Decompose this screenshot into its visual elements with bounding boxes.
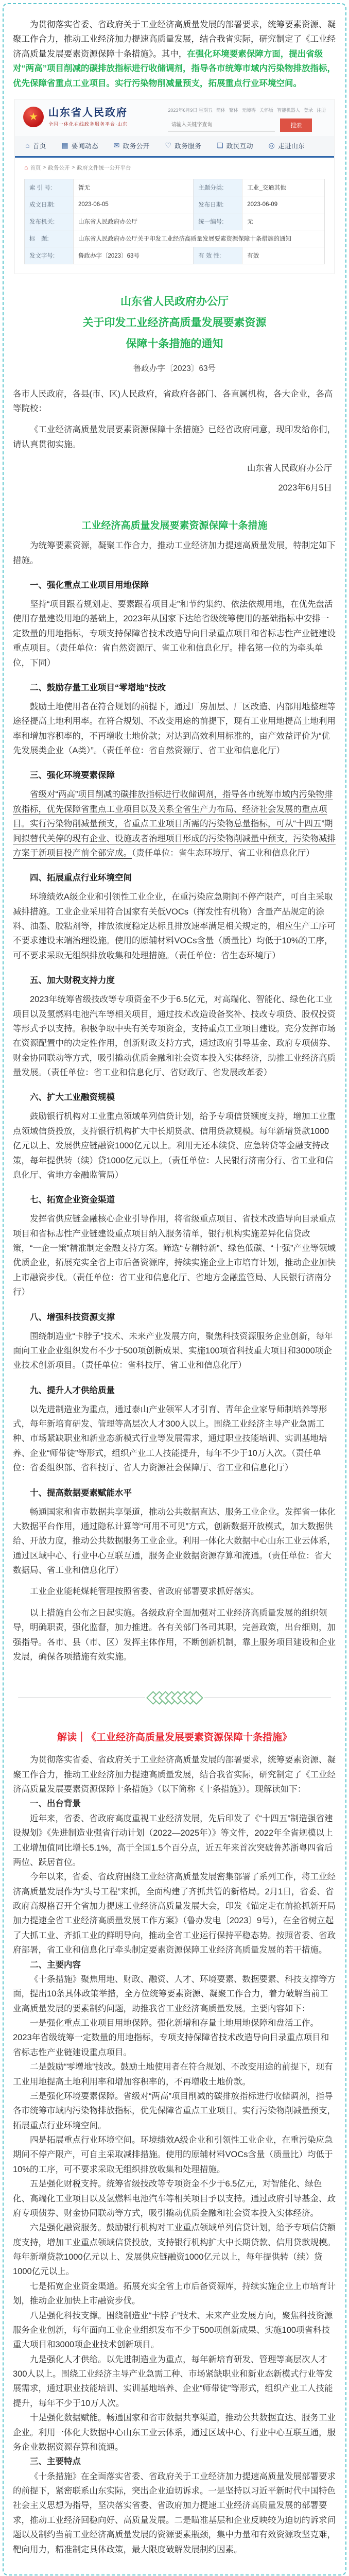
section-divider: [18, 1693, 331, 1703]
site-brand[interactable]: [23, 107, 128, 127]
section-body-9: 以先进制造业为重点，通过泰山产业领军人才引育、青年企业家导师制培养等形式，每年新培育研发、管理等高层次人才300人以上。围绕工业经济主导产业急需工种、市场紧缺职业和新业态新模式行业等发展需求，通过职业技能培训、实训基地培养、企业“师带徒”等形式，组织产业工人技能提升，每年不少于10万人次。（责任单位：省委组织部、省科技厅、省人力资源社会保障厅、省工业和信息化厅）: [13, 1404, 327, 1473]
interp-item-1: 一是强化重点工业项目用地保障。强化新增和存量土地用地保障和盘活工作。2023年省级统筹一定数量的用地指标，专项支持保障省技术改造导向目录重点项目和省标志性产业链建设重点项目。: [13, 2019, 329, 2057]
salutation: 各市人民政府，各县(市、区)人民政府，省政府各部门、各直属机构，各大企业，各高等院校：: [13, 389, 333, 414]
breadcrumb-separator: >: [43, 164, 46, 171]
interp-intro: 为贯彻落实省委、省政府关于工业经济高质量发展的部署要求，统筹要素资源、凝聚工作合力，推动工业经济加力提速高质量发展，结合我省实际，研究制定了《工业经济高质量发展要素资源保障十条措施》（以下简称《十条措施》）。现解读如下：: [13, 1755, 336, 1794]
nav-label: 政务服务: [174, 142, 202, 150]
table-row: [25, 213, 325, 230]
link-accessibility[interactable]: 无障碍: [241, 107, 256, 113]
site-nav: [15, 136, 334, 158]
site-header: [15, 99, 334, 136]
nav-label: 要闻动态: [71, 142, 98, 150]
section-body-2: 鼓励土地使用者在符合规划的前提下，通过厂房加层、厂区改造、内部用地整理等途径提高土地利用率。在符合规划、不改变用途的前提下，现有工业用地提高土地利用率和增加容积率的，不再增收土地价款；对达到高效利用标准的，亩产效益评价为“优先发展类企业（A类）”。（责任单位：省自然资源厅、省工业和信息化厅）: [13, 702, 336, 756]
breadcrumb-item-disclosure[interactable]: 政务公开: [48, 164, 70, 171]
section-heading-4: 四、拓展重点行业环境空间: [30, 873, 132, 883]
section-body-3-underlined: 省级对“两高”项目削减的碳排放指标进行收储调剂，指导各市统筹市域内污染物排放指标，优先保障省重点工业项目以及关系全省生产力布局、经济社会发展的重点项目。实行污染物削减量预支，省重点工业项目所需的污染物总量指标，可从“十四五”期间拟替代关停的现有企业、设施或者治理项目形成的污染物削减量中预支，污染物减排方案于新项目投产前全部完成。: [13, 790, 336, 858]
document-title-line2: 关于印发工业经济高质量发展要素资源: [82, 316, 267, 329]
link-login[interactable]: 登录: [303, 107, 313, 113]
link-care-version[interactable]: 关怀版: [259, 107, 273, 113]
meta-value: 山东省人民政府办公厅: [74, 213, 194, 230]
section-heading-3: 三、强化环境要素保障: [30, 771, 115, 781]
intro-paragraph: [13, 18, 336, 91]
section-body-10: 畅通国家和省市数据共享渠道，推动公共数据直达、服务工业企业。发挥省一体化大数据平台作用，通过隐私计算等“可用不可见”方式，创新数据开放模式，加大数据供给、开放力度，推动公共数据服务工业企业。利用一体化大数据中心山东工业云体系，通过区域中心、行业中心互联互通，服务企业数据资源存算和流通。（责任单位：省大数据局、省工业和信息化厅）: [13, 1507, 336, 1575]
map-pin-icon: ◎: [268, 141, 275, 149]
table-row: [25, 230, 325, 247]
section-body-7: 发挥省供应链金融核心企业引导作用，将省级重点项目、省技术改造导向目录重点项目和省标志性产业链建设重点项目纳入服务清单，银行机构实施差异化信贷政策，“一企一策”精准制定金融支持方案。筛选“专精特新”、绿色低碳、“十强”产业等领域优质企业，拓展充实全省上市后备资源库，持续实施企业上市培育计划，推动企业加快上市融资步伐。（责任单位：省工业和信息化厅、省地方金融监管局、人民银行济南分行）: [13, 1214, 336, 1297]
diamond-chain-icon: [145, 1693, 204, 1703]
meta-label: 成文日期:: [25, 196, 74, 213]
interp-item-3: 三是强化环境要素保障。省级对“两高”项目削减的碳排放指标进行收储调剂，指导各市统筹市域内污染物排放指标，优先保障省重点工业项目。实行污染物削减量预支，拓展重点行业环境空间。: [13, 2091, 336, 2130]
intro-highlight-text: 在强化环境要素保障方面，提出省级对“两高”项目削减的碳排放指标进行收储调剂，指导各市统筹市域内污染物排放指标，优先保障省重点工业项目。实行污染物削减量预支，拓展重点行业环境空间。: [13, 49, 336, 88]
meta-value: 工业_交通其他: [242, 179, 325, 196]
national-emblem-icon: [23, 107, 44, 127]
nav-label: 政务公开: [123, 142, 150, 150]
page-frame: [3, 3, 346, 2575]
section-heading-10: 十、提高数据要素赋能水平: [30, 1488, 132, 1498]
interp-heading-background: 一、出台背景: [30, 1799, 81, 1809]
site-name: 山东省人民政府: [48, 107, 128, 118]
interp-paragraph: 今年以来，省委、省政府围绕工业经济高质量发展密集部署了系列工作，将工业经济高质量发展作为“头号工程”来抓，全面构建了齐抓共管的新格局。2月1日，省委、省政府高规格召开全省加力提速工业经济高质量发展大会，印发《锚定走在前抢抓新开局加力提速全省工业经济高质量发展工作方案》（鲁办发电〔2023〕9号），在全省树立起了大抓工业、齐抓工业的鲜明导向，推动全省工业运行保持平稳态势。按照省委、省政府部署，省工业和信息化厅牵头制定要素资源保障工业经济高质量发展的若干措施。: [13, 1872, 336, 1955]
meta-value: 2023-06-05: [74, 196, 194, 213]
document-meta-table: [24, 179, 325, 264]
section-body-8: 围绕制造业“卡脖子”技术、未来产业发展方向，聚焦科技资源服务企业创新，每年面向工业企业组织发布不少于500项创新成果、实施100项省科技重大项目和3000项企业技术创新项目。（责任单位：省科技厅、省工业和信息化厅）: [13, 1331, 333, 1370]
nav-item-home[interactable]: [25, 141, 46, 150]
section-body-1: 坚持“项目跟着规划走、要素跟着项目走”和节约集约、依法依规用地，在优先盘活使用存量建设用地的基础上，2023年从国家下达给省级统筹使用的基础指标中安排一定数量的用地指标，专项支持保障省技术改造导向目录重点项目和省标志性产业链建设重点项目。（责任单位：省自然资源厅、省工业和信息化厅。排名第一位的为牵头单位，下同）: [13, 600, 336, 668]
energy-note: 工业企业能耗煤耗管理按照省委、省政府部署要求抓好落实。: [30, 1587, 259, 1597]
section-heading-7: 七、拓宽企业资金渠道: [30, 1195, 115, 1205]
document-title-line3: 保障十条措施的通知: [126, 337, 223, 350]
interp-item-10: 十是强化数据赋能。畅通国家和省市数据共享渠道，推动公共数据直达、服务工业企业。利用一体化大数据中心山东工业云体系，通过区域中心、行业中心互联互通，服务企业数据资源存算和流通。: [13, 2413, 336, 2452]
star-icon: ★: [29, 111, 38, 123]
implementation-note: 以上措施自公布之日起实施。各级政府全面加强对工业经济高质量发展的组织领导，明确职责，强化监督，加力推进。各有关部门各司其职，完善政策，出台细则，加强指导。各市、县（市、区）发挥主体作用，不断创新机制，靠上服务项目建设和企业发展，确保各项措施有效实施。: [13, 1608, 336, 1662]
section-heading-5: 五、加大财税支持力度: [30, 976, 115, 986]
intro-normal-text: 为贯彻落实省委、省政府关于工业经济高质量发展的部署要求，统筹要素资源、凝聚工作合力，推动工业经济加力提速高质量发展，结合我省实际，研究制定了《工业经济高质量发展要素资源保障十条措施》。其中，: [13, 20, 336, 59]
breadcrumb-separator: >: [72, 164, 75, 171]
nav-label: 走进山东: [277, 142, 305, 150]
date-text: 2023年6月9日 星期五: [168, 107, 213, 113]
signoff-org: 山东省人民政府办公厅: [247, 464, 332, 473]
signoff-date: 2023年6月5日: [278, 483, 332, 493]
mail-icon: ✉: [113, 141, 120, 149]
nav-item-interaction[interactable]: [217, 141, 253, 150]
gov-site-screenshot: [14, 99, 335, 274]
section-body-6: 鼓励银行机构对工业重点领域单列信贷计划，给予专项信贷额度支持，增加工业重点领域信贷投放，支持银行机构扩大中长期贷款、信用贷款规模。每年新增贷款1000亿元以上、发展供应链融资1000亿元以上。利用无还本续贷、应急转贷等金融支持政策，每年提供转（续）贷1000亿元以上。（责任单位：人民银行济南分行、省工业和信息化厅、省地方金融监管局）: [13, 1112, 336, 1180]
section-heading-2: 二、鼓励存量工业项目“零增地”技改: [30, 683, 166, 692]
meta-docno-value: 鲁政办字〔2023〕63号: [74, 247, 194, 264]
meta-label: 发布机关:: [25, 213, 74, 230]
search-button[interactable]: 搜索: [280, 118, 312, 132]
meta-label: 主题分类:: [194, 179, 242, 196]
section-body-3-tail: （责任单位：省生态环境厅、省工业和信息化厅）: [132, 848, 315, 858]
section-body-3: [13, 787, 336, 860]
interp-item-5: 五是强化财税支持。统筹省级技改等专项资金不少于6.5亿元，对智能化、绿色化、高端化工业项目以及氢燃料电池汽车等相关项目予以支持。通过政府引导基金、政府专项债券、财金协同联动等方式，吸引撬动优质金融和社会资本投入实体经济。: [13, 2179, 336, 2218]
section-heading-6: 六、扩大工业融资规模: [30, 1093, 115, 1103]
section-body-4: 环境绩效A级企业和引领性工业企业，在重污染应急期间不停产限产，可自主采取减排措施。工业企业采用符合国家有关低VOCs（挥发性有机物）含量产品规定的涂料、油墨、胶粘剂等，排放浓度稳定达标且排放速率满足相关规定的，相应生产工序可不要求建设末端治理设施。使用的原辅材料VOCs含量（质量比）均低于10%的工序，可不要求采取无组织排放收集和处理措施。（责任单位：省生态环境厅）: [13, 892, 336, 960]
breadcrumb-item-home[interactable]: 首页: [30, 164, 41, 171]
site-subtitle: 全国一体化在线政务服务平台·山东: [48, 121, 128, 127]
interp-paragraph: 《十条措施》在全面落实省委、省政府关于工业经济加力提速高质量发展部署要求的前提下，紧密联系山东实际，突出企业迫切诉求。一是坚持以习近平新时代中国特色社会主义思想为指导，坚决落实省委、省政府加力提速工业经济高质量发展的部署要求，推动工业经济回稳向好、高质量发展。二是瞄准基层和企业反映较为迫切的诉求问题以及制约当前工业经济高质量发展的资源要素瓶颈，集中力量和有效资源攻坚克难，靶向用力，精准制定具体政策，最大限度破解发展制约因素。: [13, 2471, 336, 2554]
breadcrumb-item-platform: 政府文件统一公开平台: [77, 164, 131, 171]
meta-value: 暂无: [74, 179, 194, 196]
meta-value: 无: [242, 213, 325, 230]
nav-label: 政民互动: [226, 142, 253, 150]
document-title-line1: 山东省人民政府办公厅: [120, 295, 229, 308]
meta-value: 2023-06-09: [242, 196, 325, 213]
interp-item-9: 九是强化人才供给。以先进制造业为重点，每年新培育研发、管理等高层次人才300人以上。围绕工业经济主导产业急需工种、市场紧缺职业和新业态新模式行业等发展需求，通过职业技能培训、实训基地培养、企业“师带徒”等形式，组织产业工人技能提升，每年不少于10万人次。: [13, 2354, 333, 2408]
link-traditional[interactable]: 繁体: [229, 107, 238, 113]
breadcrumb-home-icon: ⌂: [24, 164, 28, 172]
meta-title-value: 山东省人民政府办公厅关于印发工业经济高质量发展要素资源保障十条措施的通知: [74, 230, 325, 247]
interp-item-7: 七是拓宽企业资金渠道。拓展充实全省上市后备资源库，持续实施企业上市培育计划，推动企业加快上市融资步伐。: [13, 2281, 336, 2306]
meta-label: 统一编号:: [194, 213, 242, 230]
meta-label: 有 效 性:: [194, 247, 242, 264]
validity-value: 有效: [242, 247, 325, 264]
meta-label: 发布日期:: [194, 196, 242, 213]
nav-item-services[interactable]: [165, 141, 201, 150]
section-heading-8: 八、增强科技资源支撑: [30, 1312, 115, 1322]
interp-heading-features: 三、主要特点: [30, 2457, 81, 2467]
link-register[interactable]: 注册: [316, 107, 326, 113]
search-input[interactable]: [168, 118, 275, 132]
signoff: [17, 461, 332, 495]
nav-item-visit-shandong[interactable]: [269, 141, 305, 150]
breadcrumb: [24, 164, 325, 172]
section-heading-9: 九、提升人才供给质量: [30, 1385, 115, 1395]
news-icon: ▤: [61, 141, 68, 149]
meta-label: 索 引 号:: [25, 179, 74, 196]
chat-icon: ❏: [217, 141, 223, 149]
interp-paragraph: 近年来，省委、省政府高度重视工业经济发展，先后印发了《“十四五”制造强省建设规划》《先进制造业强省行动计划（2022—2025年）》等文件，2022年全省规模以上工业增加值同比增长5.1%，高于全国1.5个百分点，近五年来首次突破鲁苏浙粤四省后两位、跃居首位。: [13, 1814, 333, 1867]
meta-label: 标 题:: [25, 230, 74, 247]
nav-item-news[interactable]: [61, 141, 98, 150]
interp-item-2: 二是鼓励“零增地”技改。鼓励土地使用者在符合规划、不改变用途的前提下，现有工业用地提高土地利用率和增加容积率的，不再增收土地价款。: [13, 2062, 333, 2087]
link-smart-robot[interactable]: 智能机器人: [276, 107, 300, 113]
table-row: [25, 247, 325, 264]
utility-bar: [168, 107, 326, 113]
interp-paragraph: 《十条措施》聚焦用地、财政、融资、人才、环境要素、数据要素、科技支撑等方面，提出10条具体政策举措，全方位统筹要素资源、凝聚工作合力，着力破解当前工业高质量发展的要素制约问题，助推我省工业经济高质量发展。主要内容如下：: [13, 1974, 336, 2013]
notice-body: 《工业经济高质量发展要素资源保障十条措施》已经省政府同意，现印发给你们，请认真贯彻实施。: [13, 425, 336, 449]
link-simplified[interactable]: 简体: [216, 107, 225, 113]
table-row: [25, 196, 325, 213]
document-title: [13, 292, 336, 355]
section-body-5: 2023年统筹省级技改等专项资金不少于6.5亿元，对高端化、智能化、绿色化工业项目以及氢燃料电池汽车等相关项目，通过技术改造设备奖补、技改专项贷、股权投资等形式予以支持。积极争取中央有关专项资金，支持重点工业项目建设。充分发挥市场在资源配置中的决定性作用，创新财政支持方式，通过政府引导基金、政府专项债券、财金协同联动等方式，吸引撬动优质金融和社会资本投入实体经济，助推工业经济高质量发展。（责任单位：省工业和信息化厅、省财政厅、省发展改革委）: [13, 995, 336, 1078]
interpretation-title: 解读｜《工业经济高质量发展要素资源保障十条措施》: [57, 1732, 292, 1743]
meta-label: 发文字号:: [25, 247, 74, 264]
nav-item-disclosure[interactable]: [114, 141, 150, 150]
interp-item-6: 六是强化融资服务。鼓励银行机构对工业重点领域单列信贷计划，给予专项信贷额度支持，增加工业重点领域信贷投放，支持银行机构扩大中长期贷款、信用贷款规模。每年新增贷款1000亿元以上、发展供应链融资1000亿元以上，每年提供转（续）贷1000亿元以上。: [13, 2223, 336, 2277]
document-number: 鲁政办字〔2023〕63号: [133, 364, 216, 373]
heart-icon: ♡: [165, 141, 172, 149]
table-row: [25, 179, 325, 196]
interp-heading-content: 二、主要内容: [30, 1960, 81, 1970]
measures-intro: 为统筹要素资源，凝聚工作合力，推动工业经济加力提速高质量发展，特制定如下措施。: [13, 541, 336, 565]
measures-title: 工业经济高质量发展要素资源保障十条措施: [81, 520, 268, 532]
home-icon: ⌂: [25, 141, 30, 150]
section-heading-1: 一、强化重点工业项目用地保障: [30, 581, 149, 590]
interp-item-8: 八是强化科技支撑。围绕制造业“卡脖子”技术、未来产业发展方向，聚焦科技资源服务企业创新，每年面向工业企业组织发布不少于500项创新成果、实施100项省科技重大项目和3000项企业技术创新项目。: [13, 2311, 333, 2350]
nav-label: 首页: [32, 142, 46, 150]
interp-item-4: 四是拓展重点行业环境空间。环境绩效A级企业和引领性工业企业，在重污染应急期间不停产限产，可自主采取减排措施。使用的原辅材料VOCs含量（质量比）均低于10%的工序，可不要求采取无组织排放收集和处理措施。: [13, 2136, 333, 2174]
